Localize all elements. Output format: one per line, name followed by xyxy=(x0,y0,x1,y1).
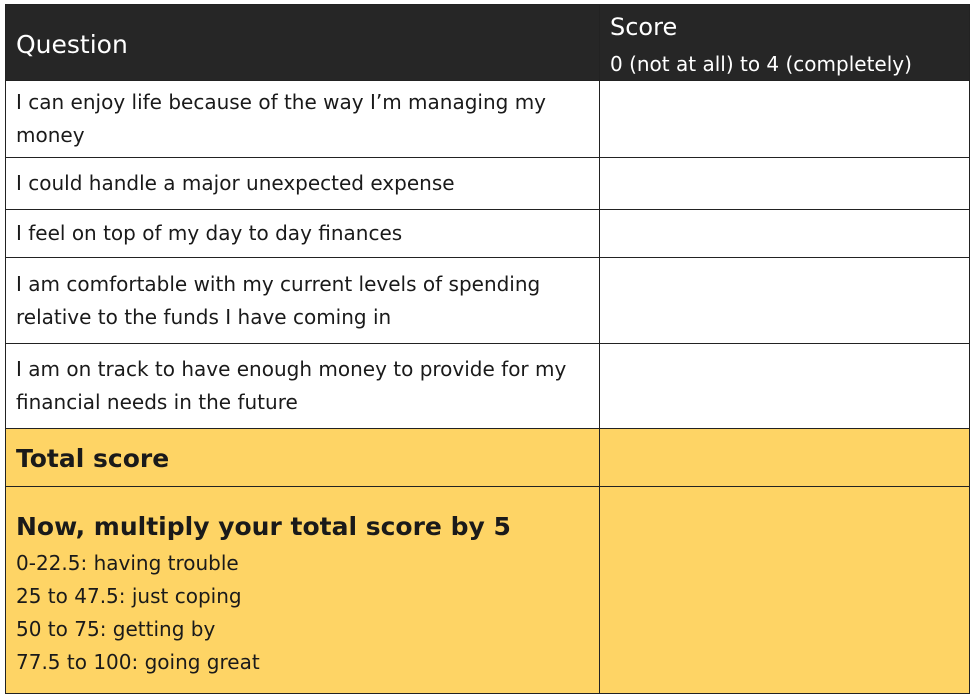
question-cell: I could handle a major unexpected expense xyxy=(6,158,600,210)
question-cell: I am comfortable with my current levels of spending relative to the funds I have coming in xyxy=(6,258,600,344)
financial-wellbeing-table xyxy=(5,4,970,694)
score-band: 77.5 to 100: going great xyxy=(16,650,260,674)
score-cell[interactable] xyxy=(600,210,970,258)
multiply-label: Now, multiply your total score by 5 xyxy=(16,512,511,541)
score-cell[interactable] xyxy=(600,344,970,429)
table-row xyxy=(6,210,970,258)
table-row xyxy=(6,158,970,210)
multiply-instructions-cell xyxy=(6,487,600,694)
multiply-row xyxy=(6,487,970,694)
total-score-label: Total score xyxy=(6,429,600,487)
total-score-cell[interactable] xyxy=(600,429,970,487)
score-header-title: Score xyxy=(610,13,678,41)
question-cell: I am on track to have enough money to provide for my financial needs in the future xyxy=(6,344,600,429)
question-column-header: Question xyxy=(6,5,600,81)
score-bands xyxy=(16,547,589,679)
score-header-scale: 0 (not at all) to 4 (completely) xyxy=(610,52,912,76)
score-cell[interactable] xyxy=(600,158,970,210)
multiplied-score-cell[interactable] xyxy=(600,487,970,694)
question-cell: I can enjoy life because of the way I’m managing my money xyxy=(6,81,600,158)
table-header-row xyxy=(6,5,970,81)
total-score-row xyxy=(6,429,970,487)
score-band: 0-22.5: having trouble xyxy=(16,551,239,575)
table-row xyxy=(6,258,970,344)
score-cell[interactable] xyxy=(600,81,970,158)
score-band: 50 to 75: getting by xyxy=(16,617,216,641)
table-row xyxy=(6,81,970,158)
score-column-header xyxy=(600,5,970,81)
question-cell: I feel on top of my day to day finances xyxy=(6,210,600,258)
table-row xyxy=(6,344,970,429)
score-band: 25 to 47.5: just coping xyxy=(16,584,242,608)
score-cell[interactable] xyxy=(600,258,970,344)
